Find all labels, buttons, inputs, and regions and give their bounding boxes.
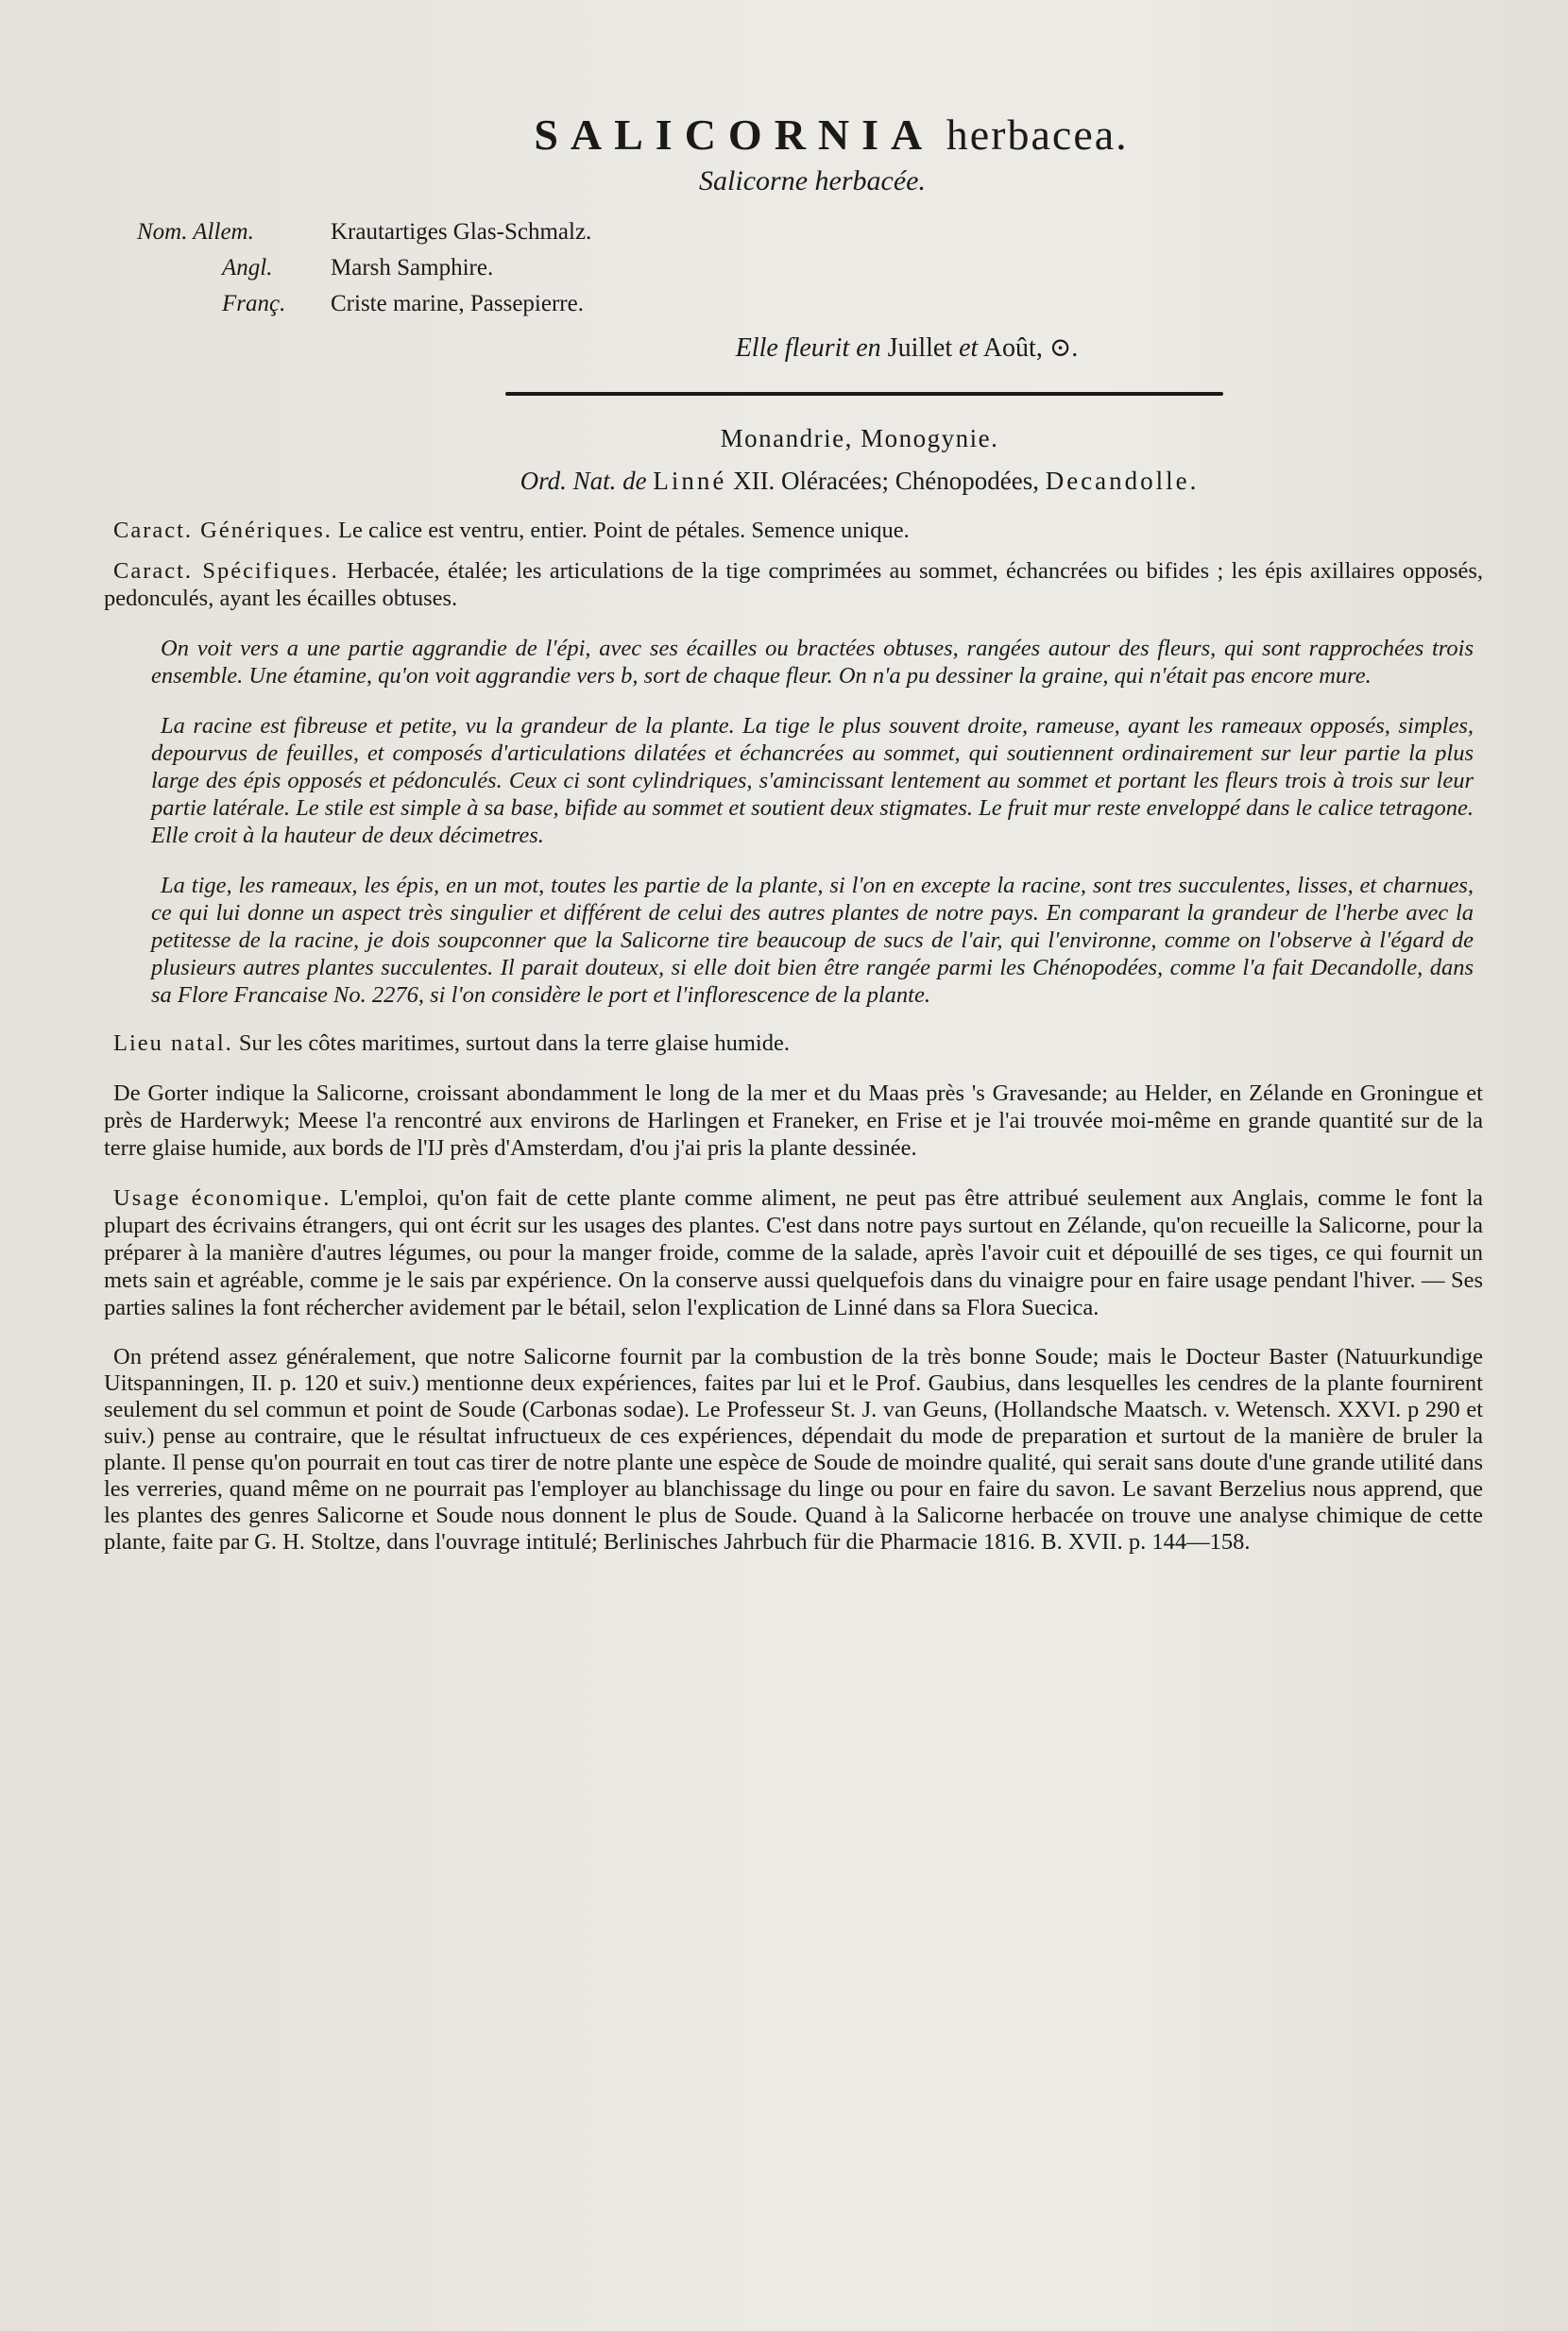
- author-linne: Linné: [653, 467, 727, 495]
- generic-characters: [104, 517, 1483, 544]
- generic-label: Caract. Génériques.: [113, 518, 332, 543]
- flowering-text-c: et: [959, 333, 979, 363]
- soda-paragraph: On prétend assez généralement, que notre Salicorne fournit par la combustion de la très bonne Soude; mais le Docteur Baster (Natuurkundige Uitspanningen, II. p. 120 et suiv.) mentionne deux expériences, faites par lui et le Prof. Gaubius, dans lesquelles les cendres de la plante fournirent seulement du sel commun et point de Soude (Carbonas sodae). Le Professeur St. J. van Geuns, (Hollandsche Maatsch. v. Wetensch. XXVI. p 290 et suiv.) pense au contraire, que le résultat infructueux de ces expériences, dépendait du mode de preparation et surtout de la manière de bruler la plante. Il pense qu'on pourrait en tout cas tirer de notre plante une espèce de Soude de moindre qualité, qui serait sans doute d'une grande utilité dans les verreries, quand même on ne pourrait pas l'employer au blanchissage du linge ou pour en faire du savon. Le savant Berzelius nous apprend, que les plantes des genres Salicorne et Soude nous donnent le plus de Soude. Quand à la Salicorne herbacée on trouve une analyse chimique de cette plante, faite par G. H. Stoltze, dans l'ouvrage intitulé; Berlinisches Jahrbuch für die Pharmacie 1816. B. XVII. p. 144—158.: [104, 1344, 1483, 1555]
- natural-order: [236, 467, 1483, 496]
- locality: De Gorter indique la Salicorne, croissant abondamment le long de la mer et du Maas près 's Gravesande; au Helder, en Zélande en Groningue et près de Harderwyk; Meese l'a rencontré aux environs de Harlingen et Franeker, en Frise et je l'ai trouvée moi-même en grande quantité sur de la terre glaise humide, aux bords de l'IJ près d'Amsterdam, d'ou j'ai pris la plante dessinée.: [104, 1080, 1483, 1161]
- species-name: herbacea.: [946, 111, 1129, 159]
- name-label: Angl.: [222, 255, 273, 281]
- divider: [505, 392, 1223, 396]
- name-label: Franç.: [222, 291, 286, 316]
- usage-label: Usage économique.: [113, 1185, 332, 1211]
- description-2: La tige, les rameaux, les épis, en un mot, toutes les partie de la plante, si l'on en excepte la racine, sont tres succulentes, lisses, et charnues, ce qui lui donne un aspect très singulier et différent de celui des autres plantes de notre pays. En comparant la grandeur de l'herbe avec la petitesse de la racine, je dois soupconner que la Salicorne tire beaucoup de sucs de l'air, qui l'environne, comme on l'observe à l'égard de plusieurs autres plantes succulentes. Il parait douteux, si elle doit bien être rangée parmi les Chénopodées, comme l'a fait Decandolle, dans sa Flore Francaise No. 2276, si l'on considère le port et l'inflorescence de la plante.: [151, 873, 1474, 1008]
- author-decandolle: Decandolle.: [1045, 467, 1200, 495]
- habitat-label: Lieu natal.: [113, 1030, 233, 1056]
- specific-label: Caract. Spécifiques.: [113, 558, 339, 584]
- annual-symbol-icon: ⊙.: [1048, 333, 1079, 363]
- linnaean-class: Monandrie, Monogynie.: [720, 424, 999, 452]
- habitat: [104, 1029, 1483, 1057]
- generic-text: Le calice est ventru, entier. Point de pétales. Semence unique.: [338, 518, 910, 543]
- flowering-month-july: Juillet: [887, 333, 953, 363]
- name-row-german: [137, 214, 1483, 250]
- order-prefix: Ord. Nat. de: [520, 467, 647, 495]
- habitat-text: Sur les côtes maritimes, surtout dans la terre glaise humide.: [238, 1030, 790, 1056]
- name-value: Marsh Samphire.: [331, 255, 494, 281]
- description-1: La racine est fibreuse et petite, vu la grandeur de la plante. La tige le plus souvent droite, rameuse, ayant les rameaux opposés, simples, depourvus de feuilles, et composés d'articulations dilatées et échancrées au sommet, qui soutiennent ordinairement sur leur partie la plus large des épis opposés et pédonculés. Ceux ci sont cylindriques, s'amincissant lentement au sommet et portant les fleurs trois à trois sur leur partie latérale. Le stile est simple à sa base, bifide au sommet et soutient deux stigmates. Le fruit mur reste enveloppé dans le calice tetragone. Elle croit à la hauteur de deux décimetres.: [151, 713, 1474, 848]
- genus-name: SALICORNIA: [534, 111, 935, 159]
- specific-characters: [104, 557, 1483, 612]
- name-value: Criste marine, Passepierre.: [331, 291, 584, 316]
- page-title: [179, 110, 1483, 160]
- usage: [104, 1184, 1483, 1321]
- flowering-month-august: Août,: [982, 333, 1043, 363]
- vernacular-names: [137, 214, 1483, 322]
- name-row-english: [137, 250, 1483, 286]
- name-label: Nom. Allem.: [137, 219, 254, 245]
- name-value: Krautartiges Glas-Schmalz.: [331, 219, 592, 245]
- flowering-time: [331, 332, 1483, 364]
- figure-note: On voit vers a une partie aggrandie de l'épi, avec ses écailles ou bractées obtuses, rangées autour des fleurs, qui sont rapprochées trois ensemble. Une étamine, qu'on voit aggrandie vers b, sort de chaque fleur. On n'a pu dessiner la graine, qui n'était pas encore mure.: [151, 636, 1474, 689]
- order-rest: XII. Oléracées; Chénopodées,: [733, 467, 1039, 495]
- name-row-french: [137, 286, 1483, 322]
- french-name: Salicorne herbacée.: [699, 165, 926, 196]
- usage-text: L'emploi, qu'on fait de cette plante comme aliment, ne peut pas être attribué seulement aux Anglais, comme le font la plupart des écrivains étrangers, qui ont écrit sur les usages des plantes. C'est dans notre pays surtout en Zélande, qu'on recueille la Salicorne, pour la préparer à la manière d'autres légumes, ou pour la manger froide, comme de la salade, après l'avoir cuit et dépouillé de ses tiges, ce qui fournit un mets sain et agréable, comme je le sais par expérience. On la conserve aussi quelquefois dans du vinaigre pour en faire usage pendant l'hiver. — Ses parties salines la font réchercher avidement par le bétail, selon l'explication de Linné dans sa Flora Suecica.: [104, 1185, 1483, 1320]
- flowering-text-a: Elle fleurit en: [735, 333, 881, 363]
- specific-text: Herbacée, étalée; les articulations de la tige comprimées au sommet, échancrées ou bifides ; les épis axillaires opposés, pedonculés, ayant les écailles obtuses.: [104, 558, 1483, 611]
